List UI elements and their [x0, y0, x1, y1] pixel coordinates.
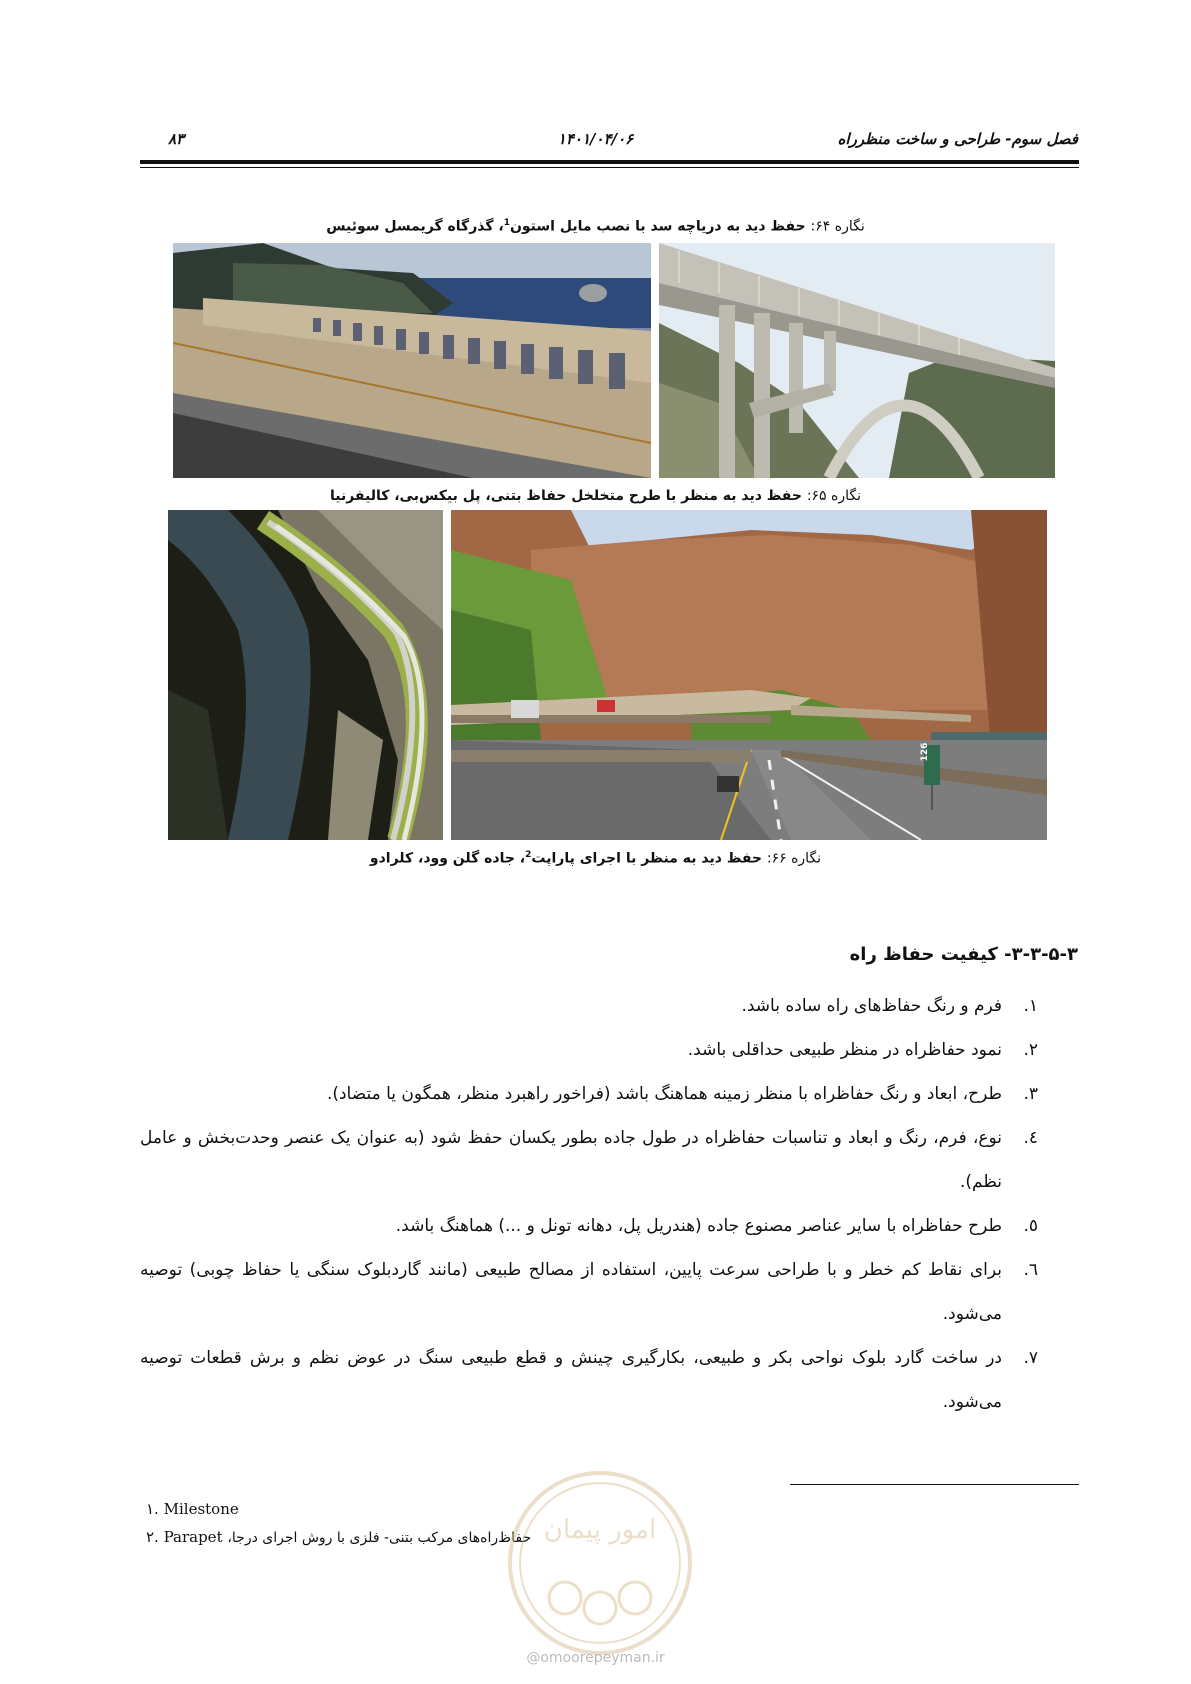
list-item-text: فرم و رنگ حفاظ‌های راه ساده باشد.	[741, 996, 1002, 1016]
list-item-text: برای نقاط کم خطر و با طراحی سرعت پایین، استفاده از مصالح طبیعی (مانند گاردبلوک سنگی یا حفاظ چوبی) توصیه می‌شود.	[140, 1260, 1002, 1324]
list-item-text: نمود حفاظراه در منظر طبیعی حداقلی باشد.	[687, 1040, 1002, 1060]
list-item-number: ٧.	[1023, 1348, 1038, 1368]
footnote-ref: 2	[525, 850, 532, 860]
list-item-number: ۱.	[1023, 996, 1038, 1016]
figure-text: حفظ دید به منظر با طرح متخلخل حفاظ بتنی، پل بیکس‌بی، کالیفرنیا	[329, 488, 802, 504]
watermark-seal-logo	[505, 1468, 695, 1658]
list-item-number: ٥.	[1023, 1216, 1038, 1236]
road-sign-milepost: 126	[920, 742, 930, 762]
list-item-number: ٦.	[1023, 1260, 1038, 1280]
photo-aerial-canyon-road	[168, 510, 443, 840]
list-item-text: طرح، ابعاد و رنگ حفاظراه با منظر زمینه هماهنگ باشد (فراخور راهبرد منظر، همگون یا متضاد).	[326, 1084, 1002, 1104]
footnote-rule	[790, 1484, 1079, 1485]
photo-glenwood-canyon-highway	[451, 510, 1047, 840]
photo-arch-bridge	[659, 243, 1055, 478]
header-rule-thick	[140, 160, 1079, 164]
footnote-number: ۲.	[146, 1528, 159, 1546]
figure-number: نگاره ۶۴:	[810, 218, 865, 235]
figure-number: نگاره ۶۶:	[766, 850, 822, 867]
list-item-number: ۳.	[1023, 1084, 1038, 1104]
photo-bridge-balustrade	[173, 243, 651, 478]
list-item-text: نوع، فرم، رنگ و ابعاد و تناسبات حفاظراه در طول جاده بطور یکسان حفظ شود (به عنوان یک عنصر وحدت‌بخش و عامل نظم).	[140, 1128, 1002, 1192]
guardrail-quality-list	[140, 984, 1038, 1424]
section-heading: ۳-۳-۵-۳- کیفیت حفاظ راه	[849, 944, 1078, 965]
list-item	[140, 1336, 1038, 1424]
chapter-title: فصل سوم- طراحی و ساخت منظرراه	[837, 130, 1078, 148]
header-rule-thin	[140, 167, 1079, 168]
list-item	[140, 1248, 1038, 1336]
header-date: ۱۴۰۱/۰۴/۰۶	[557, 130, 634, 148]
list-item	[140, 984, 1038, 1028]
footnote-text: Milestone	[163, 1500, 239, 1518]
page-number: ۸۳	[168, 130, 185, 148]
figure-65-caption	[0, 488, 1191, 504]
list-item	[140, 1116, 1038, 1204]
list-item-text: در ساخت گارد بلوک نواحی بکر و طبیعی، بکارگیری چینش و قطع طبیعی سنگ در عوض نظم و برش قطعات توصیه می‌شود.	[140, 1348, 1002, 1412]
watermark-url: @omoorepeyman.ir	[526, 1650, 665, 1666]
figure-text-after: ، گذرگاه گریمسل سوئیس	[326, 218, 504, 235]
figure-text-after: ، جاده گلن وود، کلرادو	[369, 850, 526, 867]
footnote-text: Parapet	[163, 1528, 223, 1546]
footnote-number: ۱.	[146, 1500, 159, 1518]
list-item	[140, 1204, 1038, 1248]
footnote-ref: 1	[503, 218, 510, 228]
figure-66-caption	[0, 850, 1191, 867]
figure-64-caption	[0, 218, 1191, 235]
list-item	[140, 1028, 1038, 1072]
list-item-number: ۲.	[1023, 1040, 1038, 1060]
list-item-text: طرح حفاظراه با سایر عناصر مصنوع جاده (هندریل پل، دهانه تونل و ...) هماهنگ باشد.	[395, 1216, 1002, 1236]
figure-text: حفظ دید به منظر با اجرای پاراپت	[531, 850, 762, 867]
footnote-note: حفاظ‌راه‌های مرکب بتنی- فلزی با روش اجرای درجا،	[227, 1530, 532, 1546]
footnote-2	[146, 1528, 531, 1546]
list-item-number: ٤.	[1023, 1128, 1038, 1148]
list-item	[140, 1072, 1038, 1116]
figure-text: حفظ دید به دریاچه سد با نصب مایل استون	[509, 218, 806, 235]
seal-text: امور پیمان	[543, 1515, 657, 1545]
figure-number: نگاره ۶۵:	[806, 488, 862, 504]
footnote-1	[146, 1500, 239, 1518]
